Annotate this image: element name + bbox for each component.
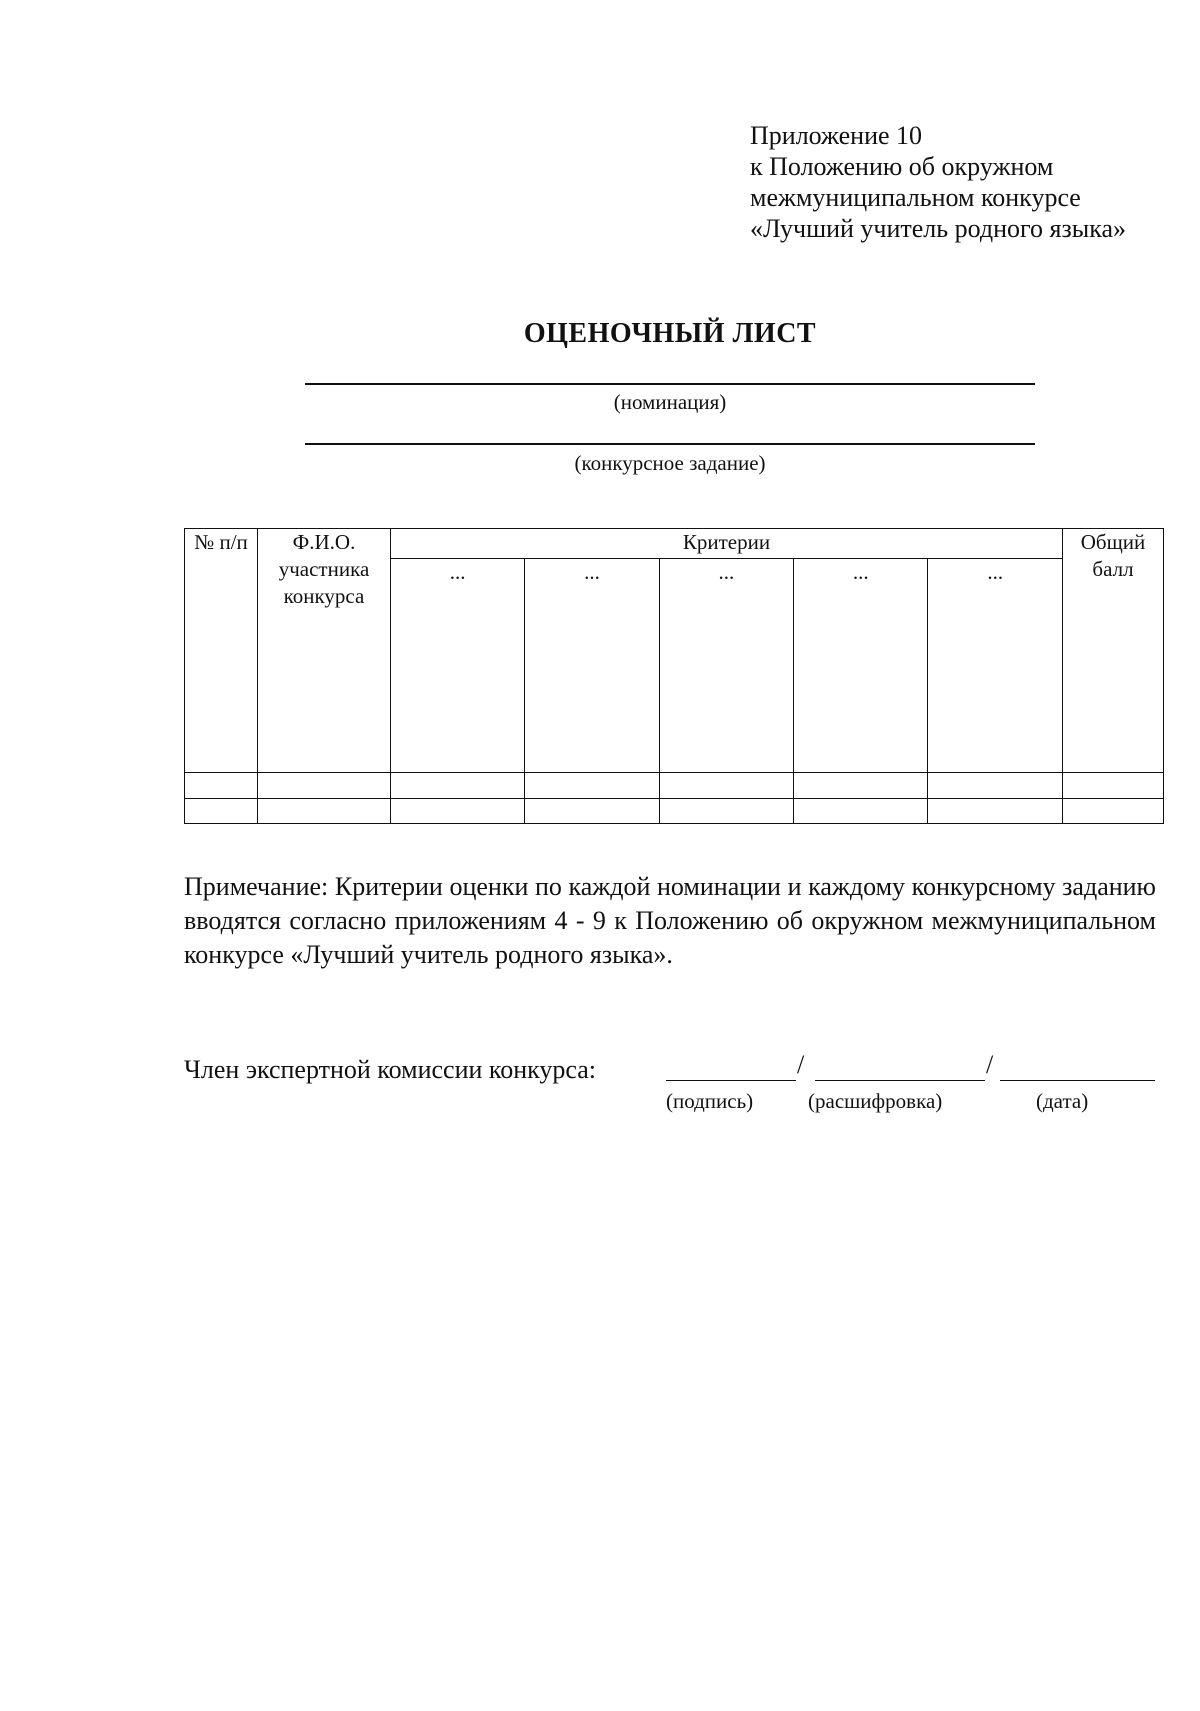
header-total: Общий балл [1063, 529, 1164, 773]
task-caption: (конкурсное задание) [574, 451, 766, 475]
nomination-line [305, 383, 1035, 385]
header-fio: Ф.И.О. участника конкурса [258, 529, 391, 773]
table-cell [794, 798, 928, 823]
table-cell [928, 773, 1063, 798]
signature-label: Член экспертной комиссии конкурса: [184, 1055, 597, 1084]
table-cell [258, 798, 391, 823]
table-cell [928, 798, 1063, 823]
appendix-line-3: межмуниципальном конкурсе [750, 183, 1081, 212]
table-row [185, 798, 1164, 823]
table-row [185, 773, 1164, 798]
name-caption: (расшифровка) [808, 1089, 943, 1113]
appendix-line-1: Приложение 10 [750, 121, 923, 150]
appendix-header [750, 120, 1126, 244]
table-cell [1063, 798, 1164, 823]
table-cell [794, 773, 928, 798]
nomination-caption: (номинация) [613, 390, 727, 414]
table-cell [659, 798, 793, 823]
slash-2: / [986, 1050, 994, 1079]
slash-1: / [797, 1050, 805, 1079]
appendix-line-4: «Лучший учитель родного языка» [750, 214, 1127, 243]
table-cell [258, 773, 391, 798]
note-paragraph: Примечание: Критерии оценки по каждой номинации и каждому конкурсному заданию вводятся согласно приложениям 4 - 9 к Положению об окружном межмуниципальном конкурсе «Лучший учитель родного языка». [184, 872, 1156, 969]
page-title: ОЦЕНОЧНЫЙ ЛИСТ [523, 318, 817, 349]
appendix-line-2: к Положению об окружном [750, 152, 1054, 181]
criterion-4: ... [794, 558, 928, 773]
header-number: № п/п [185, 529, 258, 773]
table-cell [525, 798, 659, 823]
task-line [305, 443, 1035, 445]
table-cell [525, 773, 659, 798]
table-cell [185, 773, 258, 798]
signature-caption: (подпись) [666, 1089, 754, 1113]
date-line [1000, 1080, 1155, 1081]
table-cell [391, 773, 525, 798]
table-cell [659, 773, 793, 798]
signature-line [666, 1080, 796, 1081]
criterion-1: ... [391, 558, 525, 773]
table-cell [1063, 773, 1164, 798]
criterion-5: ... [928, 558, 1063, 773]
criterion-2: ... [525, 558, 659, 773]
criterion-3: ... [659, 558, 793, 773]
table-cell [391, 798, 525, 823]
grading-table [184, 528, 1164, 824]
date-caption: (дата) [1036, 1089, 1089, 1113]
table-cell [185, 798, 258, 823]
header-criteria: Критерии [391, 529, 1063, 559]
name-line [815, 1080, 985, 1081]
